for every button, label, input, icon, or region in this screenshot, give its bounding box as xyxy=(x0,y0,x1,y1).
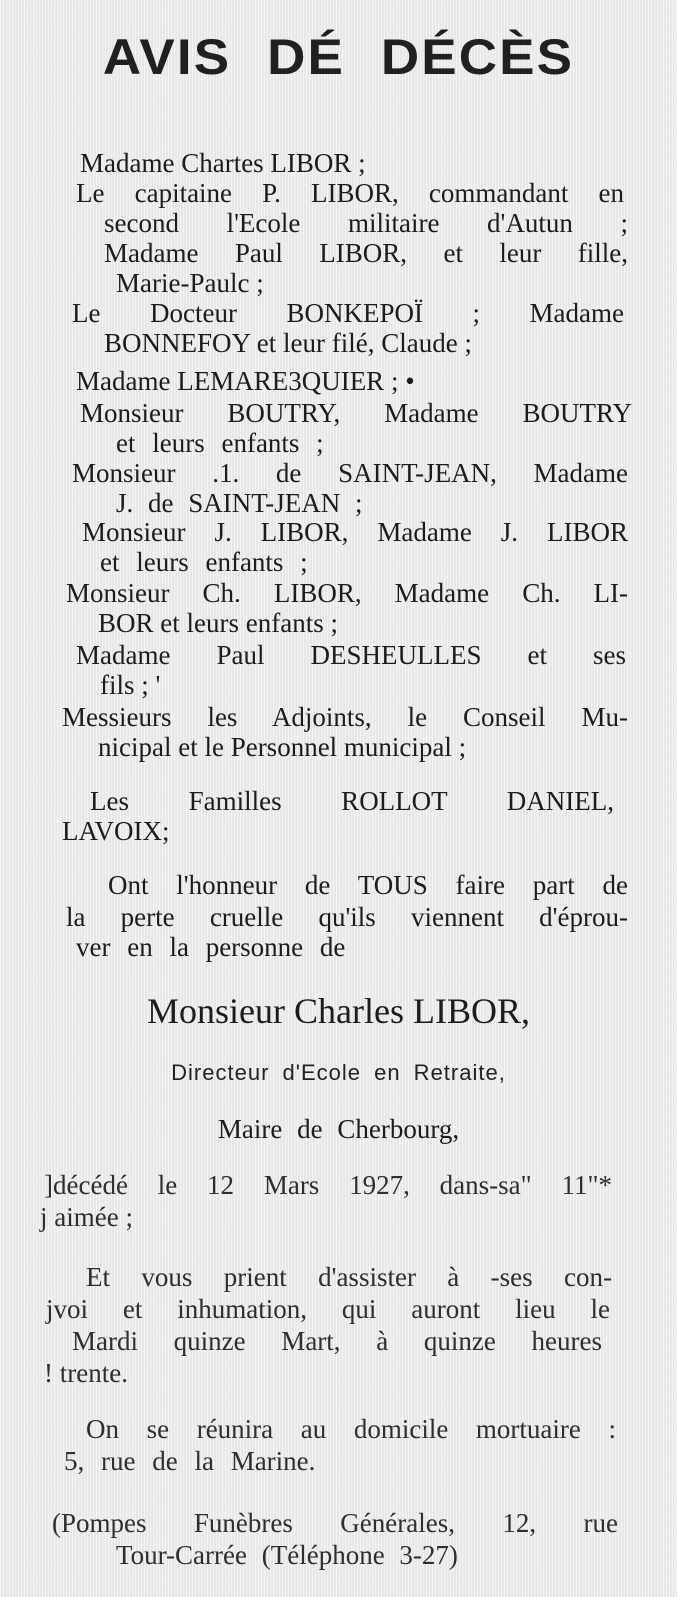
death-notice-line: j aimée ; xyxy=(40,1202,133,1232)
deceased-role-director: Directeur d'Ecole en Retraite, xyxy=(171,1060,506,1085)
deceased-name: Monsieur Charles LIBOR, xyxy=(147,991,530,1031)
family-line: Messieurs les Adjoints, le Conseil Mu- xyxy=(62,702,628,732)
family-line: Madame Paul DESHEULLES et ses xyxy=(76,640,626,670)
family-line: Le capitaine P. LIBOR, commandant en xyxy=(76,178,624,208)
gathering-line: 5, rue de la Marine. xyxy=(64,1446,316,1476)
announcement-line: ver en la personne de xyxy=(76,932,346,962)
family-line: nicipal et le Personnel municipal ; xyxy=(98,732,467,762)
family-line: LAVOIX; xyxy=(62,816,170,846)
family-line: et leurs enfants ; xyxy=(116,428,324,458)
family-line: Madame Chartes LIBOR ; xyxy=(80,148,366,178)
death-notice-line: ]décédé le 12 Mars 1927, dans-sa" 11"* xyxy=(44,1170,612,1200)
undertaker-line: (Pompes Funèbres Générales, 12, rue xyxy=(52,1508,618,1538)
family-line: fils ; ' xyxy=(100,670,161,700)
funeral-line: Mardi quinze Mart, à quinze heures xyxy=(72,1326,602,1356)
family-line: Monsieur J. LIBOR, Madame J. LIBOR xyxy=(82,517,628,547)
family-line: second l'Ecole militaire d'Autun ; xyxy=(104,208,628,238)
family-line: Monsieur .1. de SAINT-JEAN, Madame xyxy=(72,458,628,488)
family-line: et leurs enfants ; xyxy=(100,547,308,577)
undertaker-line: Tour-Carrée (Téléphone 3-27) xyxy=(116,1540,458,1570)
family-line: Madame Paul LIBOR, et leur fille, xyxy=(104,238,628,268)
funeral-line: ! trente. xyxy=(44,1358,128,1388)
announcement-line: la perte cruelle qu'ils viennent d'éprou- xyxy=(66,902,628,932)
family-line: Monsieur BOUTRY, Madame BOUTRY xyxy=(80,398,632,428)
gathering-line: On se réunira au domicile mortuaire : xyxy=(86,1414,616,1444)
notice-title: AVIS DÉ DÉCÈS xyxy=(102,29,575,85)
funeral-line: Et vous prient d'assister à -ses con- xyxy=(86,1262,612,1292)
family-line: Les Familles ROLLOT DANIEL, xyxy=(90,786,614,816)
family-line: BONNEFOY et leur filé, Claude ; xyxy=(104,328,472,358)
family-line: BOR et leurs enfants ; xyxy=(98,608,338,638)
announcement-line: Ont l'honneur de TOUS faire part de xyxy=(108,870,628,900)
family-line: Monsieur Ch. LIBOR, Madame Ch. LI- xyxy=(66,578,628,608)
family-line: Marie-Paulc ; xyxy=(116,268,264,298)
family-line: Madame LEMARE3QUIER ; • xyxy=(76,366,415,396)
family-line: Le Docteur BONKEPOÏ ; Madame xyxy=(72,298,624,328)
deceased-role-mayor: Maire de Cherbourg, xyxy=(217,1114,460,1144)
family-line: J. de SAINT-JEAN ; xyxy=(116,488,363,518)
funeral-line: jvoi et inhumation, qui auront lieu le xyxy=(46,1294,610,1324)
